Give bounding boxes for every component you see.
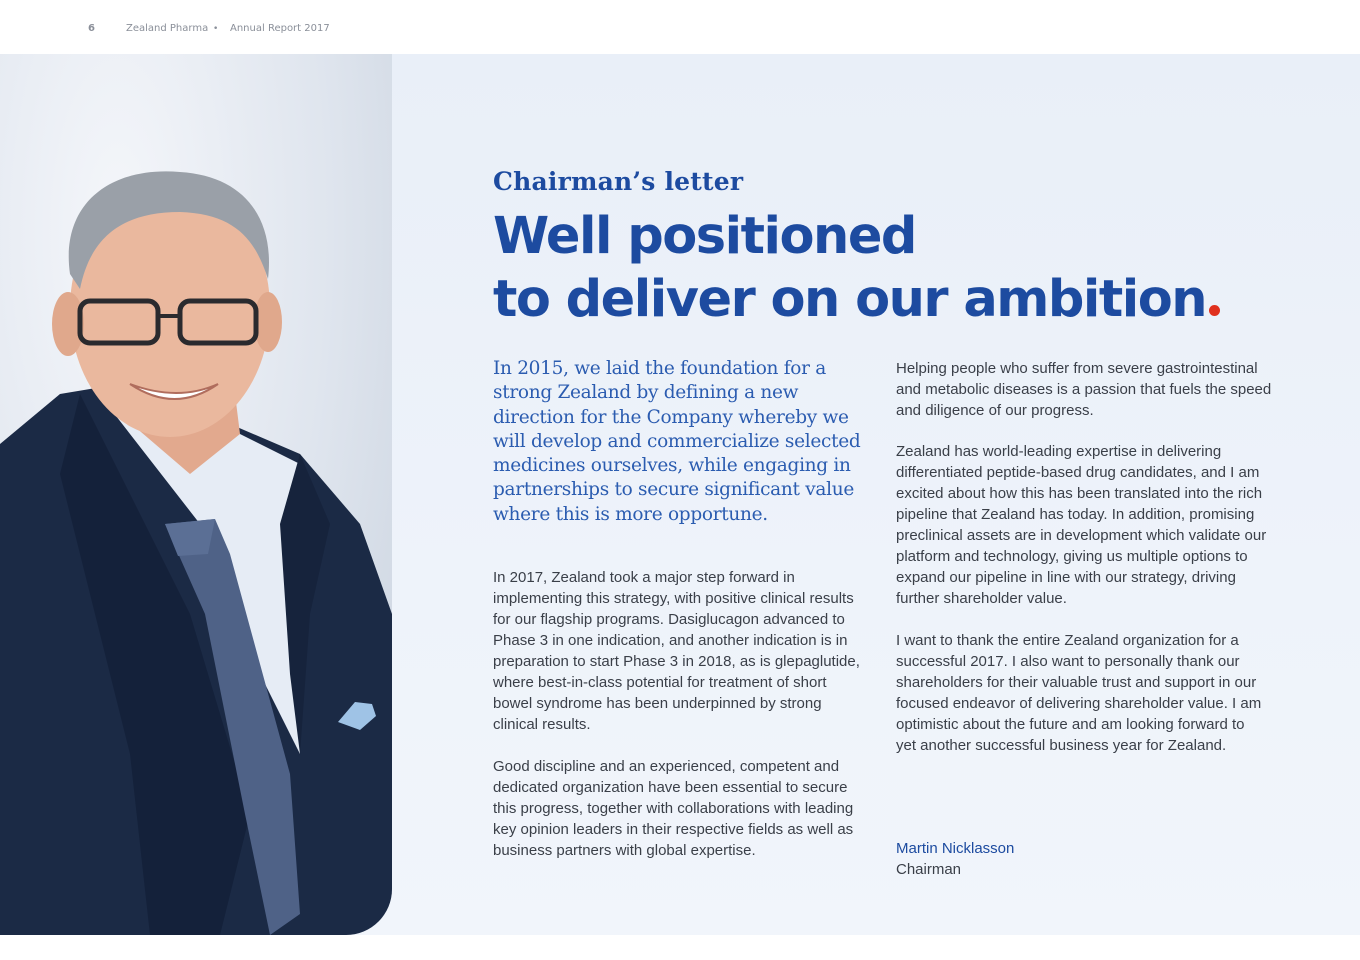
portrait-illustration <box>0 54 392 935</box>
chairman-portrait <box>0 54 392 935</box>
body-paragraph-5: I want to thank the entire Zealand organization for a successful 2017. I also want to personally thank our shareholders for their valuable trust and support in our focused endeavor of delivering shareholder value. I am optimistic about the future and am looking forward to yet another successful business year for Zealand. <box>896 632 1262 754</box>
report-title: Annual Report 2017 <box>230 23 330 34</box>
headline-line-1: Well positioned <box>493 207 916 266</box>
body-paragraph-1: In 2017, Zealand took a major step forward in implementing this strategy, with positive clinical results for our flagship programs. Dasiglucagon advanced to Phase 3 in one indication, and another indication is in preparation to start Phase 3 in 2018, as is glepaglutide, where best-in-class potential for treatment of short bowel syndrome has been underpinned by strong clinical results. <box>493 569 860 733</box>
headline-line-2-text: to deliver on our ambition <box>493 270 1207 329</box>
body-paragraph-4: Zealand has world-leading expertise in delivering differentiated peptide-based drug candidates, and I am excited about how this has been translated into the rich pipeline that Zealand has today. In addition, promising preclinical assets are in development which validate our platform and technology, giving us multiple options to expand our pipeline in line with our strategy, driving further shareholder value. <box>896 443 1267 607</box>
body-paragraph-2: Good discipline and an experienced, competent and dedicated organization have been essential to secure this progress, together with collaborations with leading key opinion leaders in their respective fields as well as business partners with global expertise. <box>493 758 854 859</box>
page-number: 6 <box>88 23 95 34</box>
signature-title: Chairman <box>896 861 962 878</box>
company-name: Zealand Pharma <box>126 23 209 34</box>
headline-line-2 <box>493 268 1220 331</box>
header-separator: • <box>213 24 219 34</box>
article-kicker: Chairman’s letter <box>493 167 744 196</box>
body-paragraph-3: Helping people who suffer from severe gastrointestinal and metabolic diseases is a passion that fuels the speed and diligence of our progress. <box>896 360 1272 419</box>
signature-name: Martin Nicklasson <box>896 840 1015 857</box>
page-header <box>0 0 1360 54</box>
intro-paragraph: In 2015, we laid the foundation for a strong Zealand by defining a new direction for the Company whereby we will develop and commercialize selected medicines ourselves, while engaging in partnerships to secure significant value where this is more opportune. <box>493 358 861 525</box>
article-headline <box>493 205 1220 331</box>
red-dot-icon <box>1209 305 1220 316</box>
